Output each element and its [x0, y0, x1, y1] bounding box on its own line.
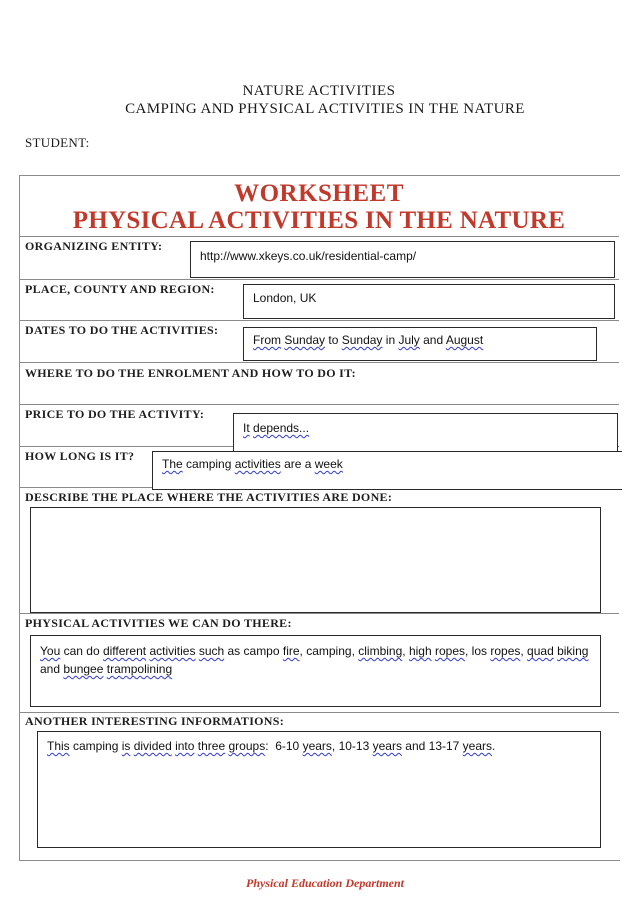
enrolment-label: WHERE TO DO THE ENROLMENT AND HOW TO DO IT: — [25, 366, 356, 380]
document-subtitle: CAMPING AND PHYSICAL ACTIVITIES IN THE NATURE — [125, 101, 525, 117]
activities-value: You can do different activities such as campo fire, camping, climbing, high ropes, los ropes, quad biking and bungee trampolining — [40, 644, 589, 676]
activities-field[interactable] — [30, 635, 601, 707]
dates-field[interactable] — [243, 327, 597, 361]
document-title: NATURE ACTIVITIES — [242, 83, 396, 99]
organizing-entity-label: ORGANIZING ENTITY: — [25, 239, 163, 253]
divider — [19, 712, 619, 713]
divider — [19, 236, 619, 237]
duration-field[interactable] — [152, 451, 622, 490]
other-info-field[interactable] — [37, 731, 601, 848]
divider — [19, 404, 619, 405]
activities-label: PHYSICAL ACTIVITIES WE CAN DO THERE: — [25, 616, 292, 630]
organizing-entity-field[interactable] — [190, 241, 615, 278]
divider — [19, 362, 619, 363]
place-label: PLACE, COUNTY AND REGION: — [25, 282, 215, 296]
student-label: STUDENT: — [25, 135, 90, 150]
divider — [19, 613, 619, 614]
place-field[interactable] — [243, 284, 615, 319]
worksheet-subtitle: PHYSICAL ACTIVITIES IN THE NATURE — [72, 207, 566, 234]
describe-label: DESCRIBE THE PLACE WHERE THE ACTIVITIES ARE DONE: — [25, 490, 393, 504]
duration-label: HOW LONG IS IT? — [25, 449, 135, 463]
worksheet-title: WORKSHEET — [234, 180, 404, 207]
other-info-label: ANOTHER INTERESTING INFORMATIONS: — [25, 714, 285, 728]
price-value: It depends... — [243, 421, 310, 435]
divider — [19, 320, 619, 321]
price-field[interactable] — [233, 413, 618, 452]
other-info-value: This camping is divided into three groups: 6-10 years, 10-13 years and 13-17 years. — [47, 739, 496, 753]
divider — [19, 279, 619, 280]
footer-department: Physical Education Department — [245, 876, 404, 890]
place-value: London, UK — [253, 291, 317, 305]
organizing-entity-value: http://www.xkeys.co.uk/residential-camp/ — [200, 249, 417, 263]
dates-value: From Sunday to Sunday in July and August — [253, 333, 484, 347]
price-label: PRICE TO DO THE ACTIVITY: — [25, 407, 205, 421]
describe-field[interactable] — [30, 507, 601, 613]
duration-value: The camping activities are a week — [162, 457, 343, 471]
dates-label: DATES TO DO THE ACTIVITIES: — [25, 323, 219, 337]
